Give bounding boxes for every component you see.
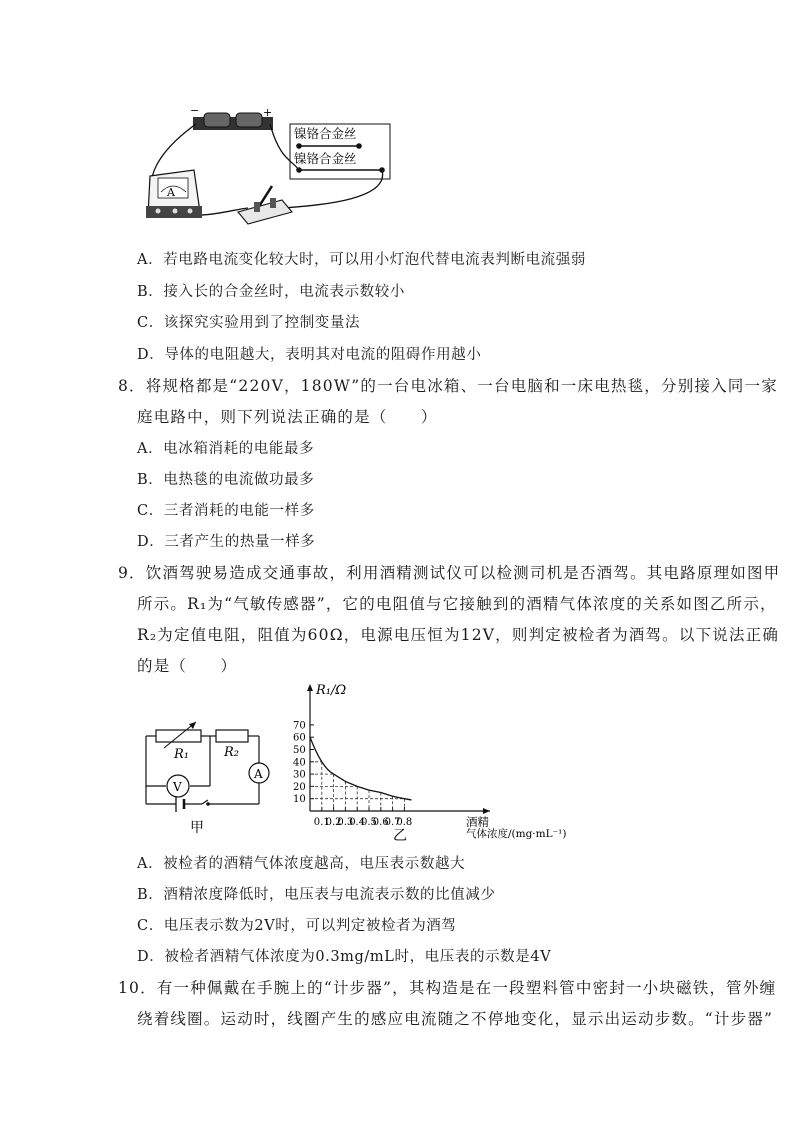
x-axis-arrow [483, 808, 490, 814]
ammeter-letter: A [167, 186, 175, 199]
y-tick-label: 50 [293, 745, 306, 756]
q7-option-d: D．导体的电阻越大，表明其对电流的阻碍作用越小 [137, 347, 482, 363]
q8-option-d: D．三者产生的热量一样多 [137, 534, 316, 550]
battery-cell [236, 113, 262, 127]
chart-xlabel: 气体浓度/(mg·mL⁻¹) [466, 828, 567, 840]
switch-base [238, 200, 292, 224]
q8-stem-line1: 8．将规格都是“220V，180W”的一台电冰箱、一台电脑和一床电热毯，分别接入同一家 [118, 377, 778, 395]
q10-stem-line2: 绕着线圈。运动时，线圈产生的感应电流随之不停地变化，显示出运动步数。“计步器” [137, 1010, 774, 1028]
battery-cell [204, 113, 230, 127]
chart-xlabel-top: 酒精 [466, 815, 489, 829]
wire-experiment-figure [0, 0, 794, 230]
q7-option-a: A．若电路电流变化较大时，可以用小灯泡代替电流表判断电流强弱 [137, 252, 586, 268]
q8-option-c: C．三者消耗的电能一样多 [137, 503, 315, 519]
ammeter-terminal [173, 209, 178, 214]
x-tick-label: 0.6 [372, 817, 389, 828]
x-tick-label: 0.4 [349, 817, 366, 828]
r1-label: R₁ [174, 747, 189, 762]
r2-label: R₂ [224, 745, 239, 760]
switch-post [254, 202, 260, 212]
ammeter-letter: A [254, 767, 263, 781]
voltmeter-letter: V [173, 780, 182, 794]
q8-option-b: B．电热毯的电流做功最多 [137, 472, 315, 488]
y-tick-label: 30 [293, 769, 306, 781]
q7-option-c: C．该探究实验用到了控制变量法 [137, 315, 361, 331]
switch-contact [206, 802, 210, 806]
battery-minus: − [190, 104, 200, 117]
q9-stem-line1: 9．饮酒驾驶易造成交通事故，利用酒精测试仪可以检测司机是否酒驾。其电路原理如图甲 [118, 564, 781, 582]
chart-ylabel: R₁/Ω [316, 683, 347, 698]
circuit-diagram [138, 690, 288, 840]
terminal [296, 143, 302, 149]
ammeter-terminal [156, 209, 161, 214]
chart-caption: 乙 [393, 828, 407, 844]
y-tick-label: 20 [293, 781, 306, 793]
wire-label-1: 镍铬合金丝 [294, 126, 357, 141]
x-tick-label: 0.7 [384, 817, 401, 828]
q7-option-b: B．接入长的合金丝时，电流表示数较小 [137, 284, 405, 300]
x-tick-label: 0.5 [361, 817, 377, 828]
circuit-caption: 甲 [190, 820, 204, 836]
y-axis-arrow [307, 684, 313, 691]
resistance-concentration-chart [288, 676, 588, 846]
x-tick-label: 0.1 [313, 817, 330, 828]
resistance-curve [310, 737, 411, 800]
q9-stem-line4: 的是（ ） [137, 657, 238, 675]
y-tick-label: 40 [293, 757, 306, 769]
wire-label-2: 镍铬合金丝 [294, 151, 357, 166]
switch-post [270, 198, 276, 208]
q9-stem-line3: R₂为定值电阻，阻值为60Ω，电源电压恒为12V，则判定被检者为酒驾。以下说法正确 [137, 626, 780, 644]
battery-plus: + [263, 106, 273, 119]
q9-option-c: C．电压表示数为2V时，可以判定被检者为酒驾 [137, 918, 457, 934]
x-tick-label: 0.8 [396, 817, 413, 828]
q8-option-a: A．电冰箱消耗的电能最多 [137, 441, 315, 457]
q10-stem-line1: 10．有一种佩戴在手腕上的“计步器”，其构造是在一段塑料管中密封一小块磁铁，管外缠 [118, 979, 777, 997]
terminal [356, 143, 362, 149]
ammeter-terminal [188, 209, 193, 214]
q9-option-d: D．被检者酒精气体浓度为0.3mg/mL时，电压表的示数是4V [137, 949, 552, 965]
y-tick-label: 10 [293, 794, 306, 806]
r2-resistor [216, 730, 248, 742]
x-tick-label: 0.3 [337, 817, 354, 828]
q8-stem-line2: 庭电路中，则下列说法正确的是（ ） [137, 408, 438, 426]
r1-arrow-head [189, 722, 196, 729]
y-tick-label: 70 [293, 720, 306, 732]
q9-stem-line2: 所示。R₁为“气敏传感器”，它的电阻值与它接触到的酒精气体浓度的关系如图乙所示， [137, 595, 777, 613]
y-tick-label: 60 [293, 732, 306, 744]
q9-option-a: A．被检者的酒精气体浓度越高，电压表示数越大 [137, 856, 466, 872]
q9-option-b: B．酒精浓度降低时，电压表与电流表示数的比值减少 [137, 887, 496, 903]
x-tick-label: 0.2 [325, 817, 342, 828]
